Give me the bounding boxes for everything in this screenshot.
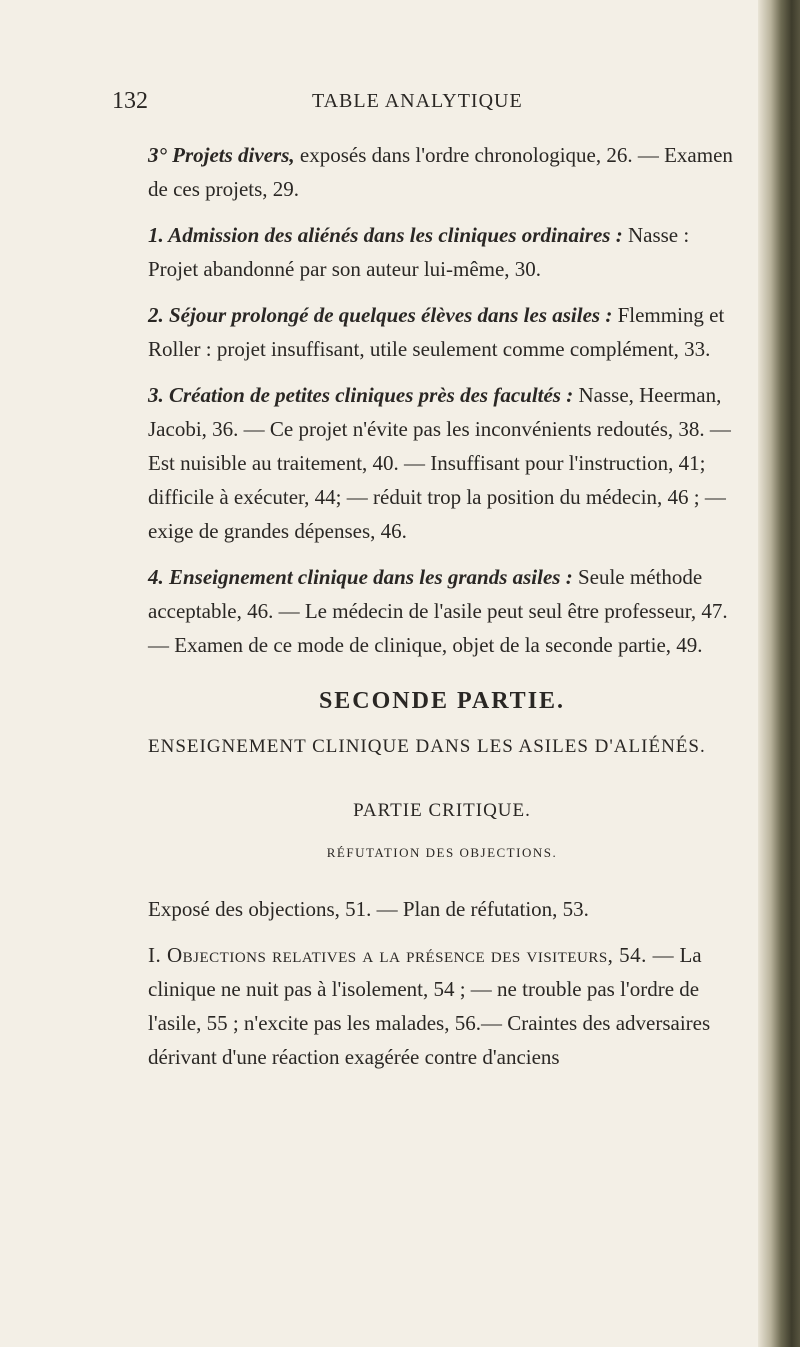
- entry-text: exposés dans l'ordre chronologique, 26. — Examen de ces projets, 29.: [148, 143, 733, 201]
- entry-text: Nasse : Projet abandonné par son auteur lui-même, 30.: [148, 223, 690, 281]
- entry-enseignement: [148, 560, 736, 662]
- index-body: [148, 138, 736, 1086]
- running-title: TABLE ANALYTIQUE: [312, 90, 523, 112]
- entry-text: Seule méthode acceptable, 46. — Le médecin de l'asile peut seul être professeur, 47. — Examen de ce mode de clinique, objet de la seconde partie, 49.: [148, 565, 728, 657]
- entry-admission: [148, 218, 736, 286]
- entry-sejour: [148, 298, 736, 366]
- entry-text: Nasse, Heerman, Jacobi, 36. — Ce projet n'évite pas les inconvénients redoutés, 38. — Est nuisible au traitement, 40. — Insuffisant pour l'instruction, 41; difficile à exécuter, 44; — réduit trop la position du médecin, 46 ; — exige de grandes dépenses, 46.: [148, 383, 731, 543]
- part-subtitle: RÉFUTATION DES OBJECTIONS.: [326, 845, 558, 860]
- entry-lead: 2. Séjour prolongé de quelques élèves dans les asiles :: [148, 303, 613, 327]
- section-title: SECONDE PARTIE.: [318, 688, 566, 714]
- entry-creation: [148, 378, 736, 548]
- entry-lead: 4. Enseignement clinique dans les grands asiles :: [148, 565, 573, 589]
- objection-text: La clinique ne nuit pas à l'isolement, 54 ; — ne trouble pas l'ordre de l'asile, 55 ; n'excite pas les malades, 56.— Craintes des adversaires dérivant d'une réaction exagérée contre d'anciens: [148, 943, 711, 1069]
- page-number: 132: [112, 88, 148, 114]
- section-subtitle: ENSEIGNEMENT CLINIQUE DANS LES ASILES D'ALIÉNÉS.: [148, 736, 706, 757]
- entry-projets-divers: [148, 138, 736, 206]
- entry-text: Flemming et Roller : projet insuffisant, utile seulement comme complément, 33.: [148, 303, 725, 361]
- entry-lead: 3. Création de petites cliniques près des facultés :: [148, 383, 574, 407]
- entry-lead: 3° Projets divers,: [148, 143, 295, 167]
- intro-line: Exposé des objections, 51. — Plan de réfutation, 53.: [148, 897, 589, 921]
- book-binding-edge: [758, 0, 800, 1347]
- entry-lead: 1. Admission des aliénés dans les cliniques ordinaires :: [148, 223, 623, 247]
- page-header: [112, 88, 552, 118]
- part-title: PARTIE CRITIQUE.: [353, 800, 531, 821]
- objection-lead: I. Objections relatives a la présence des visiteurs, 54. —: [148, 943, 675, 967]
- entry-objections: [148, 938, 736, 1074]
